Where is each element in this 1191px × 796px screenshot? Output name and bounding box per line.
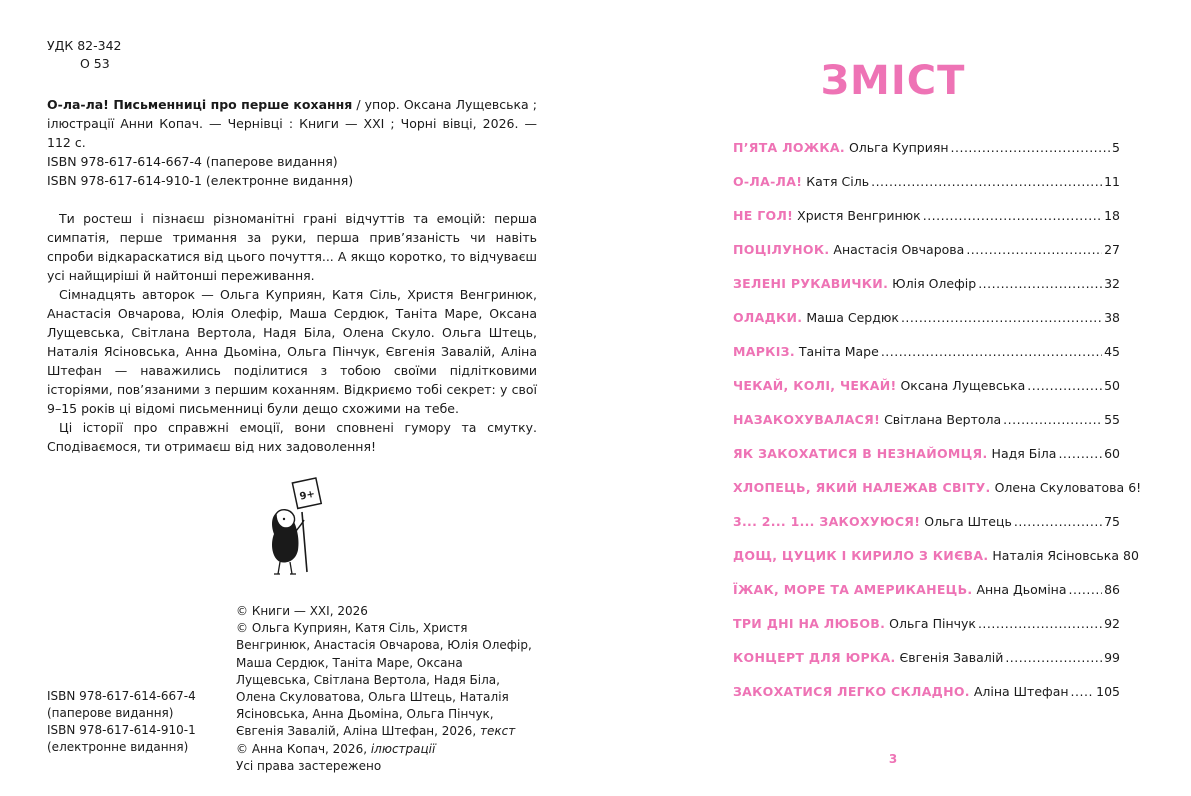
toc-item-author: Христя Венгринюк [797,208,921,223]
toc-item-author: Аліна Штефан [973,684,1069,699]
toc-item-author: Світлана Вертола [884,412,1002,427]
toc-item [733,344,1120,378]
toc-item-page: 60 [1104,446,1120,461]
toc-item [733,310,1120,344]
isbn-electronic: ISBN 978-617-614-910-1 (електронне видання) [47,173,354,188]
copyright-rights: Усі права застережено [236,758,382,773]
bibliographic-details: / упор. Оксана Лущевська ; ілюстрації Анни Копач. — Чернівці : Книги — XXI ; Чорні вівці, 2026. — 112 с. [47,97,537,150]
toc-item-title: НЕ ГОЛ! [733,208,794,223]
toc-leader [1027,378,1102,393]
toc-item-title: ЯК ЗАКОХАТИСЯ В НЕЗНАЙОМЦЯ. [733,446,988,461]
toc-item-title: П’ЯТА ЛОЖКА. [733,140,845,155]
toc-item-page: 50 [1104,378,1120,393]
toc-item-page: 38 [1104,310,1120,325]
isbn-list [47,152,353,190]
age-rating-sign: 9+ [298,488,316,503]
toc-item-page: 80 [1123,548,1139,563]
left-page [0,0,595,796]
toc-item-author: Таніта Маре [798,344,879,359]
toc-item-author: Ольга Пінчук [889,616,976,631]
isbn-print-number: ISBN 978-617-614-667-4 [47,689,196,703]
toc-leader [978,276,1102,291]
girl-with-sign-illustration [250,472,330,582]
toc-item [733,276,1120,310]
toc-item-author: Анна Дьоміна [976,582,1067,597]
toc-item-title: ЗЕЛЕНІ РУКАВИЧКИ. [733,276,889,291]
toc-item [733,582,1120,616]
toc-item [733,208,1120,242]
toc-item [733,548,1139,582]
toc-item-page: 55 [1104,412,1120,427]
isbn-print: ISBN 978-617-614-667-4 (паперове видання) [47,154,338,169]
toc-item-author: Надя Біла [991,446,1057,461]
toc-leader [871,174,1102,189]
isbn-electronic-number: ISBN 978-617-614-910-1 [47,723,196,737]
toc-item-page: 45 [1104,344,1120,359]
toc-item [733,242,1120,276]
toc-item-page: 6! [1128,480,1142,495]
copyright-illustrator-suffix: ілюстрації [370,741,436,756]
toc-leader [1069,582,1103,597]
toc-item-page: 86 [1104,582,1120,597]
toc-item-title: ХЛОПЕЦЬ, ЯКИЙ НАЛЕЖАВ СВІТУ. [733,480,991,495]
toc-item-title: КОНЦЕРТ ДЛЯ ЮРКА. [733,650,896,665]
toc-item [733,412,1120,446]
toc-item-title: ПОЦІЛУНОК. [733,242,830,257]
toc-item-title: 3... 2... 1... ЗАКОХУЮСЯ! [733,514,921,529]
toc-item-page: 27 [1104,242,1120,257]
bibliographic-record [47,95,537,152]
toc-item [733,140,1120,174]
book-title: О-ла-ла! Письменниці про перше кохання [47,97,353,112]
page-number: 3 [888,752,898,766]
toc-leader [901,310,1102,325]
toc-item-title: МАРКІЗ. [733,344,795,359]
annotation-paragraph: Ти ростеш і пізнаєш різноманітні грані відчуттів та емоцій: перша симпатія, перше тримання за руки, перша прив’язаність чи навіть спроби відкараскатися від цього почуття... А якщо коротко, то відчуваєш усі найщиріші й найтонші переживання. [47,211,537,283]
toc-item-author: Ольга Куприян [848,140,949,155]
toc-leader [1005,650,1102,665]
toc-leader [1014,514,1102,529]
toc-leader [951,140,1111,155]
toc-item-page: 18 [1104,208,1120,223]
isbn-electronic-note: (електронне видання) [47,740,189,754]
toc-leader [1071,684,1095,699]
toc-item-author: Євгенія Завалій [899,650,1004,665]
toc-item-title: ДОЩ, ЦУЦИК І КИРИЛО З КИЄВА. [733,548,989,563]
toc-item [733,480,1142,514]
toc-leader [1058,446,1102,461]
toc-item-page: 11 [1104,174,1120,189]
udk-code: УДК 82-342 [47,38,122,53]
toc-item-author: Олена Скуловатова [994,480,1125,495]
toc-item-title: НАЗАКОХУВАЛАСЯ! [733,412,881,427]
toc-item-page: 105 [1096,684,1120,699]
toc-item-page: 5 [1112,140,1120,155]
toc-item-title: ЗАКОХАТИСЯ ЛЕГКО СКЛАДНО. [733,684,970,699]
copyright-authors: © Ольга Куприян, Катя Сіль, Христя Венгринюк, Анастасія Овчарова, Юлія Олефір, Маша Сердюк, Таніта Маре, Оксана Лущевська, Світлана Вертола, Надя Біла, Олена Скуловатова, Ольга Штець, Наталія Ясіновська, Анна Дьоміна, Ольга Пінчук, Євгенія Завалій, Аліна Штефан, 2026, текст [236,621,532,739]
copyright-illustrator: © Анна Копач, 2026, ілюстрації [236,741,436,756]
isbn-footer [47,688,196,756]
author-mark: О 53 [80,56,110,71]
toc-item-title: ТРИ ДНІ НА ЛЮБОВ. [733,616,886,631]
toc-item-title: ЧЕКАЙ, КОЛІ, ЧЕКАЙ! [733,378,897,393]
toc-item [733,174,1120,208]
toc-item-author: Анастасія Овчарова [833,242,965,257]
copyright-authors-suffix: текст [479,724,516,739]
toc-item [733,684,1120,718]
toc-leader [1003,412,1102,427]
copyright-publisher: © Книги — XXI, 2026 [236,604,368,618]
annotation-paragraph: Ці історії про справжні емоції, вони сповнені гумору та смутку. Сподіваємося, ти отримаєш від них задоволення! [47,420,537,454]
toc-item-author: Наталія Ясіновська [992,548,1120,563]
toc-leader [978,616,1102,631]
toc-item-page: 75 [1104,514,1120,529]
toc-item-title: ЇЖАК, МОРЕ ТА АМЕРИКАНЕЦЬ. [733,582,973,597]
toc-item [733,616,1120,650]
toc-item-title: О-ЛА-ЛА! [733,174,803,189]
toc-item [733,378,1120,412]
toc-item-page: 92 [1104,616,1120,631]
toc-leader [881,344,1102,359]
toc-item-title: ОЛАДКИ. [733,310,803,325]
toc-leader [923,208,1102,223]
annotation-paragraph: Сімнадцять авторок — Ольга Куприян, Катя Сіль, Христя Венгринюк, Анастасія Овчарова, Юлія Олефір, Маша Сердюк, Таніта Маре, Оксана Лущевська, Світлана Вертола, Надя Біла, Олена Скуло. Ольга Штець, Наталія Ясіновська, Анна Дьоміна, Ольга Пінчук, Євгенія Завалій, Аліна Штефан — наважились поділитися з тобою своїми підлітковими історіями, пов’язаними з першим коханням. Відкриємо тобі секрет: у свої 9–15 років ці відомі письменниці були дещо схожими на тебе. [47,287,537,416]
toc-item [733,650,1120,684]
toc-item-author: Юлія Олефір [892,276,977,291]
copyright-block [236,603,538,775]
toc-item-author: Катя Сіль [806,174,870,189]
udk-block [47,37,122,73]
isbn-print-note: (паперове видання) [47,706,174,720]
toc-item [733,446,1120,480]
contents-title: ЗМІСТ [820,58,966,104]
toc-item-page: 99 [1104,650,1120,665]
toc-item-author: Маша Сердюк [806,310,899,325]
annotation [47,209,537,456]
toc-item [733,514,1120,548]
table-of-contents [733,140,1142,718]
toc-item-page: 32 [1104,276,1120,291]
toc-item-author: Ольга Штець [924,514,1012,529]
toc-leader [966,242,1102,257]
toc-item-author: Оксана Лущевська [900,378,1026,393]
